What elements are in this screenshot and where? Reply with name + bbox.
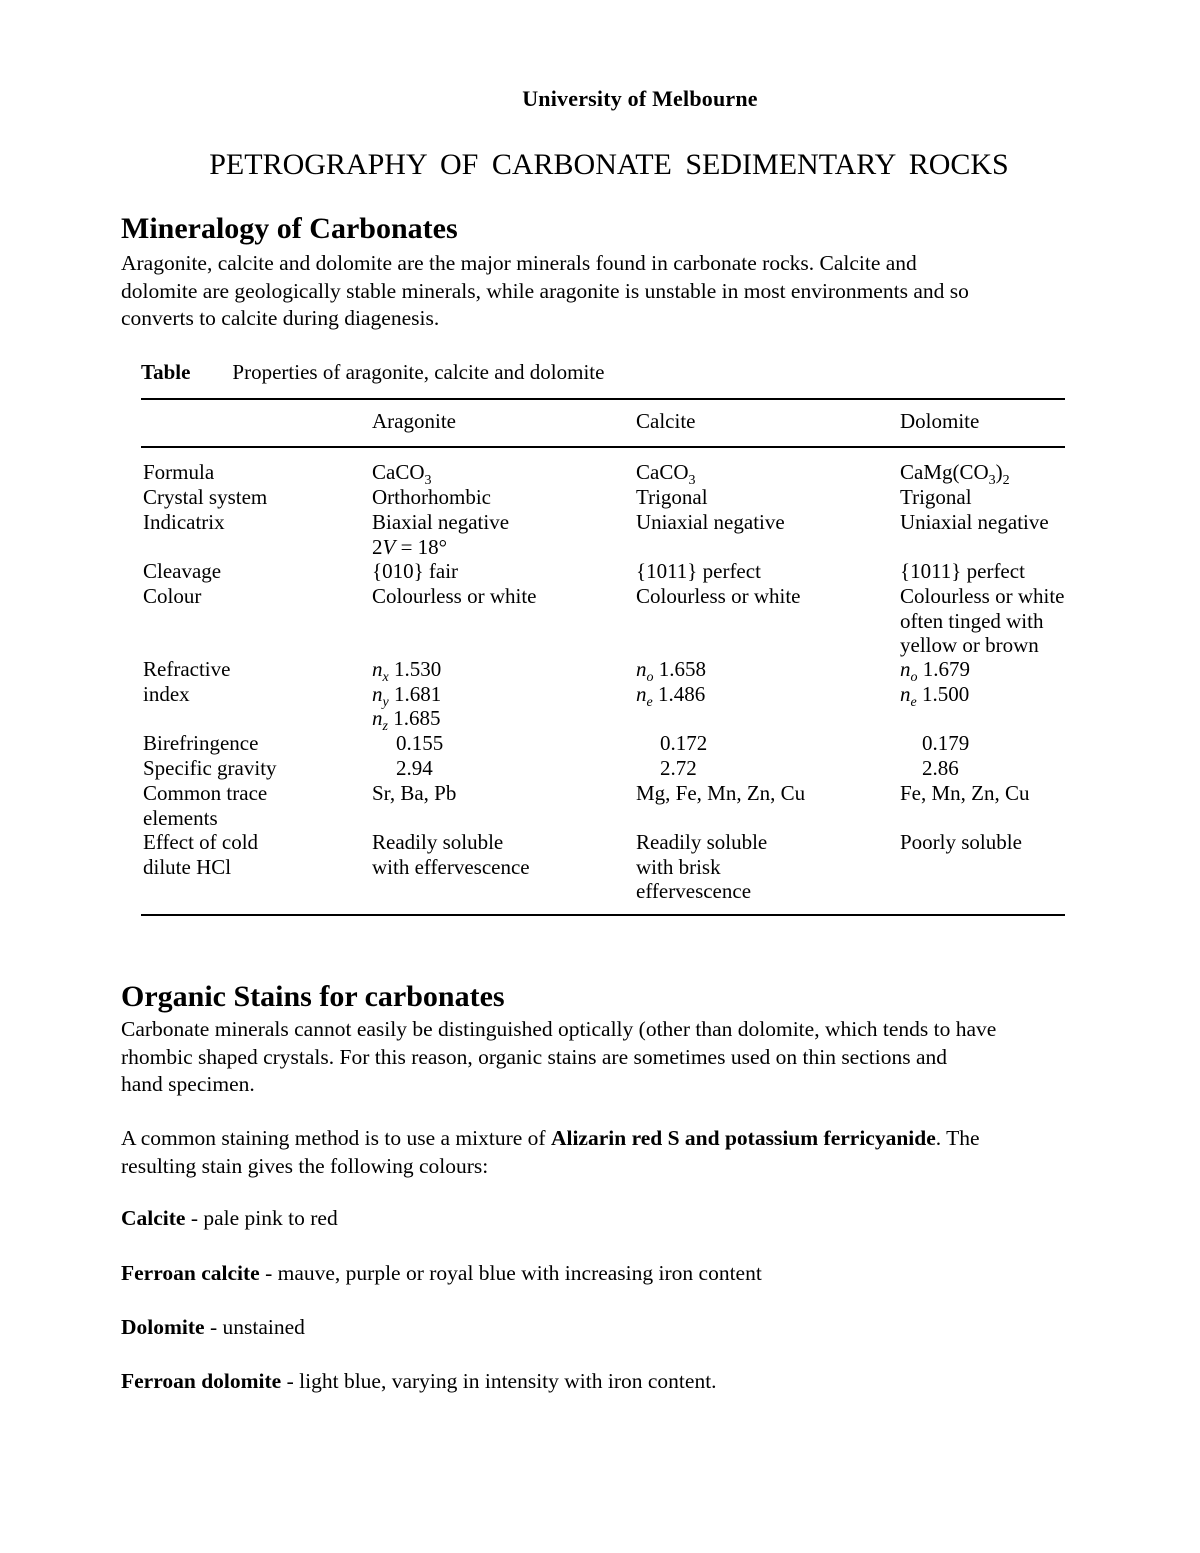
stain-item-calcite <box>121 1206 338 1231</box>
stain-mineral-name: Calcite <box>121 1206 186 1230</box>
table-caption <box>141 360 604 385</box>
table-row-label: Formula <box>143 460 215 484</box>
column-header-calcite: Calcite <box>636 409 696 433</box>
stain-colour: - pale pink to red <box>185 1206 338 1230</box>
table-cell-calcite: $n_e$ 1.486 <box>636 681 706 710</box>
table-cell-aragonite: Colourless or white <box>372 584 537 608</box>
table-cell-aragonite: {010} fair <box>372 559 459 583</box>
table-cell-dolomite: Trigonal <box>900 485 972 509</box>
stain-mineral-name: Dolomite <box>121 1315 205 1339</box>
table-cell-calcite: CaCO$_3$ <box>636 460 696 489</box>
table-cell-dolomite: Colourless or white <box>900 584 1065 608</box>
method-suffix: . The <box>935 1126 980 1150</box>
page-title: PETROGRAPHY OF CARBONATE SEDIMENTARY ROCKS <box>209 148 1009 181</box>
table-row-label: dilute HCl <box>143 854 232 879</box>
method-reagents: Alizarin red S and potassium ferricyanide <box>550 1126 936 1150</box>
table-header-rule <box>141 446 1065 448</box>
stains-intro-line: rhombic shaped crystals. For this reason, organic stains are sometimes used on thin sections and <box>121 1044 947 1069</box>
staining-method <box>121 1125 1121 1180</box>
table-cell-calcite: Mg, Fe, Mn, Zn, Cu <box>636 781 806 805</box>
table-cell-dolomite: often tinged with <box>900 608 1044 633</box>
table-cell-calcite: Colourless or white <box>636 584 801 608</box>
table-cell-calcite: effervescence <box>636 879 752 903</box>
table-cell-aragonite: Sr, Ba, Pb <box>372 781 457 805</box>
column-header-dolomite: Dolomite <box>900 409 980 433</box>
stain-mineral-name: Ferroan calcite <box>121 1261 260 1285</box>
table-cell-calcite: $n_o$ 1.658 <box>636 657 706 686</box>
stain-colour: - unstained <box>204 1315 305 1339</box>
mineralogy-heading: Mineralogy of Carbonates <box>121 212 458 245</box>
table-row-label: Refractive <box>143 657 231 681</box>
table-cell-aragonite: 0.155 <box>396 731 444 755</box>
table-cell-aragonite: $n_x$ 1.530 <box>372 657 442 686</box>
table-row-label: Specific gravity <box>143 756 277 780</box>
table-row-label: Cleavage <box>143 559 222 583</box>
mineralogy-intro-line: Aragonite, calcite and dolomite are the major minerals found in carbonate rocks. Calcite and <box>121 251 917 275</box>
stains-intro <box>121 1016 1121 1099</box>
table-row-label: index <box>143 681 190 706</box>
table-cell-dolomite: Poorly soluble <box>900 830 1022 854</box>
method-line-2: resulting stain gives the following colours: <box>121 1153 489 1178</box>
stain-item-ferroan-dolomite <box>121 1369 717 1394</box>
stains-heading: Organic Stains for carbonates <box>121 980 505 1013</box>
mineralogy-intro-line: converts to calcite during diagenesis. <box>121 306 440 330</box>
stain-colour: - mauve, purple or royal blue with increasing iron content <box>259 1261 762 1285</box>
stain-colour: - light blue, varying in intensity with iron content. <box>281 1369 717 1393</box>
column-header-aragonite: Aragonite <box>372 409 456 433</box>
table-cell-calcite: 2.72 <box>660 756 697 780</box>
table-row-label: elements <box>143 805 218 830</box>
table-cell-aragonite: Readily soluble <box>372 830 504 854</box>
mineralogy-intro-line: dolomite are geologically stable minerals, while aragonite is unstable in most environments and so <box>121 278 969 303</box>
table-row-label: Birefringence <box>143 731 259 755</box>
table-cell-aragonite: Orthorhombic <box>372 485 491 509</box>
table-bottom-rule <box>141 914 1065 916</box>
table-cell-dolomite: $n_o$ 1.679 <box>900 657 970 686</box>
stains-intro-line: Carbonate minerals cannot easily be distinguished optically (other than dolomite, which tends to have <box>121 1017 997 1041</box>
table-cell-calcite: 0.172 <box>660 731 708 755</box>
table-cell-dolomite: 2.86 <box>922 756 959 780</box>
table-cell-aragonite: CaCO$_3$ <box>372 460 432 489</box>
table-top-rule <box>141 398 1065 400</box>
stain-mineral-name: Ferroan dolomite <box>121 1369 282 1393</box>
table-cell-aragonite: with effervescence <box>372 854 530 879</box>
table-row-label: Effect of cold <box>143 830 259 854</box>
table-row-label: Common trace <box>143 781 268 805</box>
table-row-label: Colour <box>143 584 202 608</box>
table-cell-dolomite: {1011} perfect <box>900 559 1025 583</box>
table-cell-dolomite: Uniaxial negative <box>900 510 1049 534</box>
table-cell-dolomite: Fe, Mn, Zn, Cu <box>900 781 1030 805</box>
table-row-label: Crystal system <box>143 485 268 509</box>
method-prefix: A common staining method is to use a mixture of <box>121 1126 551 1150</box>
university-name: University of Melbourne <box>522 86 758 111</box>
table-row-label: Indicatrix <box>143 510 225 534</box>
table-cell-calcite: Uniaxial negative <box>636 510 785 534</box>
stain-item-ferroan-calcite <box>121 1261 762 1286</box>
table-cell-dolomite: yellow or brown <box>900 633 1039 657</box>
table-cell-calcite: {1011} perfect <box>636 559 761 583</box>
table-cell-aragonite: $n_z$ 1.685 <box>372 706 441 735</box>
table-caption-text: Properties of aragonite, calcite and dolomite <box>232 360 605 384</box>
table-cell-aragonite: 2.94 <box>396 756 433 780</box>
table-cell-calcite: with brisk <box>636 854 721 879</box>
table-cell-dolomite: $CaMg(CO_3)_2$ <box>900 460 1010 489</box>
table-cell-aragonite: $n_y$ 1.681 <box>372 681 442 710</box>
table-cell-aragonite: Biaxial negative <box>372 510 510 534</box>
table-caption-tag: Table <box>141 360 191 384</box>
table-cell-dolomite: $n_e$ 1.500 <box>900 681 970 710</box>
table-cell-calcite: Readily soluble <box>636 830 768 854</box>
mineralogy-intro <box>121 250 1081 333</box>
stain-item-dolomite <box>121 1315 305 1340</box>
table-cell-dolomite: 0.179 <box>922 731 970 755</box>
table-cell-calcite: Trigonal <box>636 485 708 509</box>
stains-intro-line: hand specimen. <box>121 1072 255 1096</box>
table-cell-aragonite: 2V = 18° <box>372 534 448 559</box>
